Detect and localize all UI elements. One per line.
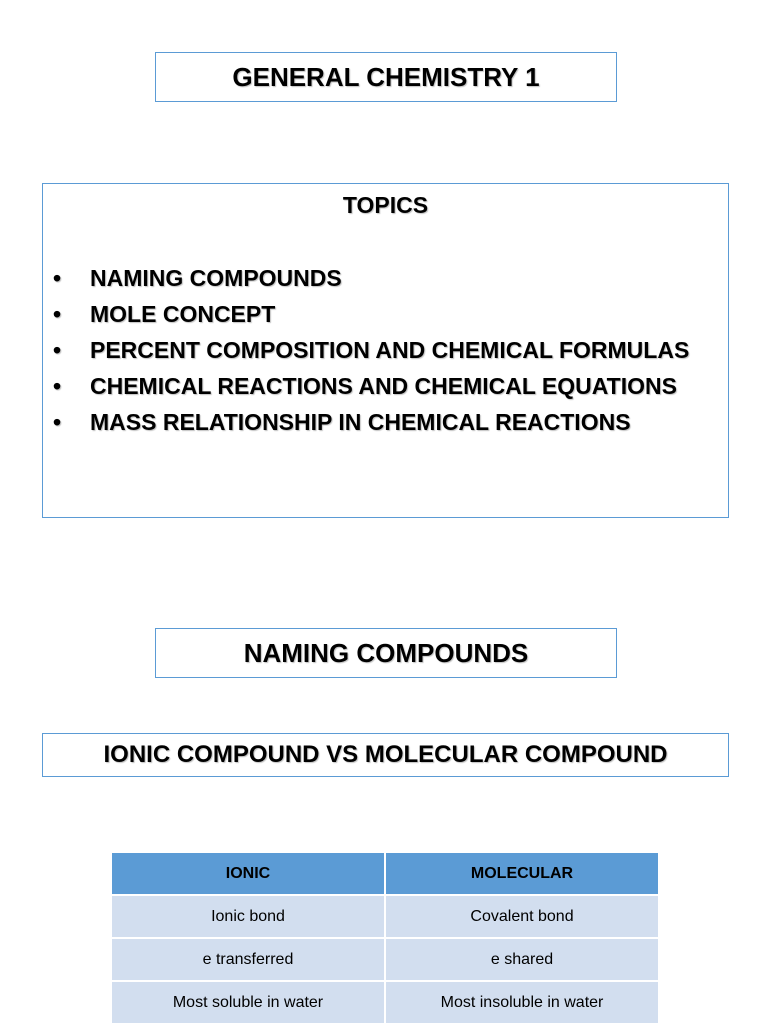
topic-label: CHEMICAL REACTIONS AND CHEMICAL EQUATIONS — [90, 373, 677, 399]
column-header-ionic: IONIC — [112, 853, 385, 895]
subsection-title-text: IONIC COMPOUND VS MOLECULAR COMPOUND — [103, 741, 668, 768]
list-item — [43, 296, 728, 332]
document-title — [155, 52, 617, 102]
table-cell: e transferred — [112, 938, 385, 981]
section-title — [155, 628, 617, 678]
table-cell: Most insoluble in water — [385, 981, 658, 1024]
table-cell: Most soluble in water — [112, 981, 385, 1024]
bullet: • — [53, 373, 62, 399]
table-cell: Ionic bond — [112, 895, 385, 938]
table-row — [112, 981, 658, 1024]
topics-heading: TOPICS — [342, 192, 429, 218]
table-header-row — [112, 853, 658, 895]
bullet: • — [53, 337, 62, 363]
bullet: • — [53, 265, 62, 291]
comparison-table — [112, 853, 658, 1025]
table-row — [112, 895, 658, 938]
table-cell: Covalent bond — [385, 895, 658, 938]
bullet: • — [53, 301, 62, 327]
topics-list — [43, 260, 728, 440]
list-item — [43, 404, 728, 440]
topic-label: PERCENT COMPOSITION AND CHEMICAL FORMULAS — [90, 337, 690, 363]
bullet: • — [53, 409, 62, 435]
document-title-text: GENERAL CHEMISTRY 1 — [232, 61, 540, 92]
subsection-title — [42, 733, 729, 777]
topic-label: NAMING COMPOUNDS — [90, 265, 342, 291]
table-cell: e shared — [385, 938, 658, 981]
list-item — [43, 368, 728, 404]
table-row — [112, 938, 658, 981]
topics-panel — [42, 183, 729, 518]
topic-label: MOLE CONCEPT — [90, 301, 276, 327]
section-title-text: NAMING COMPOUNDS — [243, 637, 529, 668]
list-item — [43, 332, 728, 368]
column-header-molecular: MOLECULAR — [385, 853, 658, 895]
list-item — [43, 260, 728, 296]
topic-label: MASS RELATIONSHIP IN CHEMICAL REACTIONS — [90, 409, 631, 435]
